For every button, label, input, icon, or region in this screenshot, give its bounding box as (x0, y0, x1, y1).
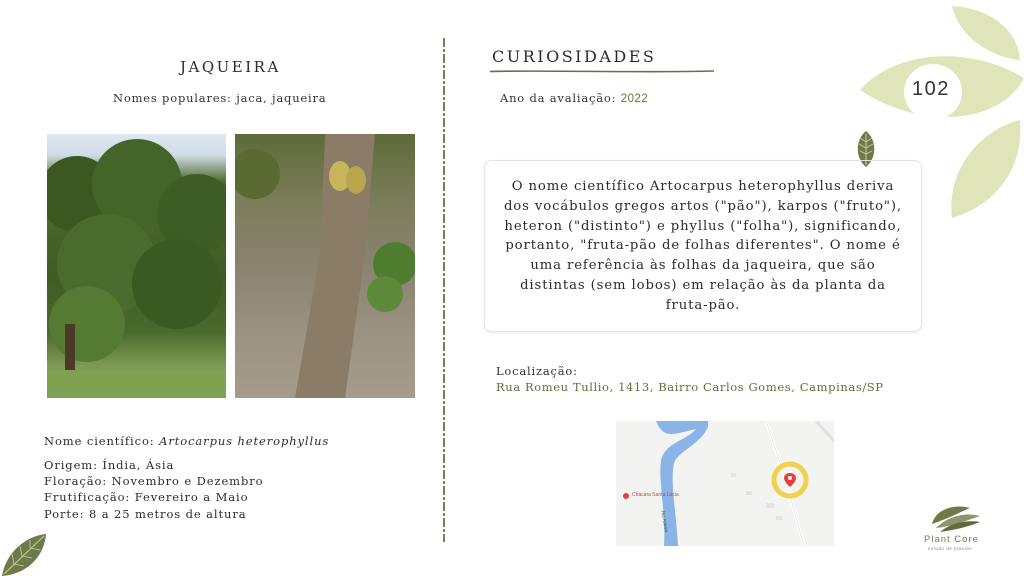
tree-title: JAQUEIRA (180, 58, 281, 76)
popular-names-value: jaca, jaqueira (236, 91, 327, 105)
origin: Origem: Índia, Ásia (44, 458, 175, 472)
location-map[interactable] (616, 421, 834, 546)
title-underline (490, 69, 714, 74)
scientific-name (44, 434, 329, 448)
popular-names (113, 91, 326, 105)
evaluation-year-value: 2022 (620, 93, 649, 105)
popular-names-label: Nomes populares: (113, 91, 232, 105)
scientific-label: Nome científico: (44, 434, 155, 448)
decor-leaf-bottom-left (0, 532, 48, 576)
tree-number: 102 (912, 78, 950, 100)
plant-core-logo-icon (930, 502, 982, 532)
size: Porte: 8 a 25 metros de altura (44, 507, 247, 521)
scientific-value: Artocarpus heterophyllus (159, 434, 330, 448)
map-poi-label: Chácara Santa Lúcia (632, 492, 679, 498)
trunk-fruit-photo (235, 134, 415, 398)
location-address: Rua Romeu Tullio, 1413, Bairro Carlos Gomes, Campinas/SP (496, 380, 884, 394)
location-label: Localização: (496, 364, 578, 378)
curiosity-box (484, 160, 922, 332)
section-title: CURIOSIDADES (492, 47, 657, 66)
plant-core-tagline: estudo de plantas (928, 546, 973, 551)
evaluation-year (500, 91, 648, 105)
fruiting: Frutificação: Fevereiro a Maio (44, 490, 249, 504)
vertical-divider (443, 38, 445, 542)
curiosity-text: O nome científico Artocarpus heterophyllus deriva dos vocábulos gregos artos ("pão"), karpos ("fruto"), heteron ("distinto") e phyllus ("folha"), significando, portanto, "fruta-pão de folhas diferentes". O nome é uma referência às folhas da jaqueira, que são distintas (sem lobos) em relação às da planta da fruta-pão. (503, 179, 903, 313)
flowering: Floração: Novembro e Dezembro (44, 474, 264, 488)
plant-core-logo-text: Plant Core (924, 534, 979, 545)
map-road-label: Rio Atibaia (660, 510, 670, 533)
tree-photo (47, 134, 226, 398)
evaluation-year-label: Ano da avaliação: (500, 91, 617, 105)
